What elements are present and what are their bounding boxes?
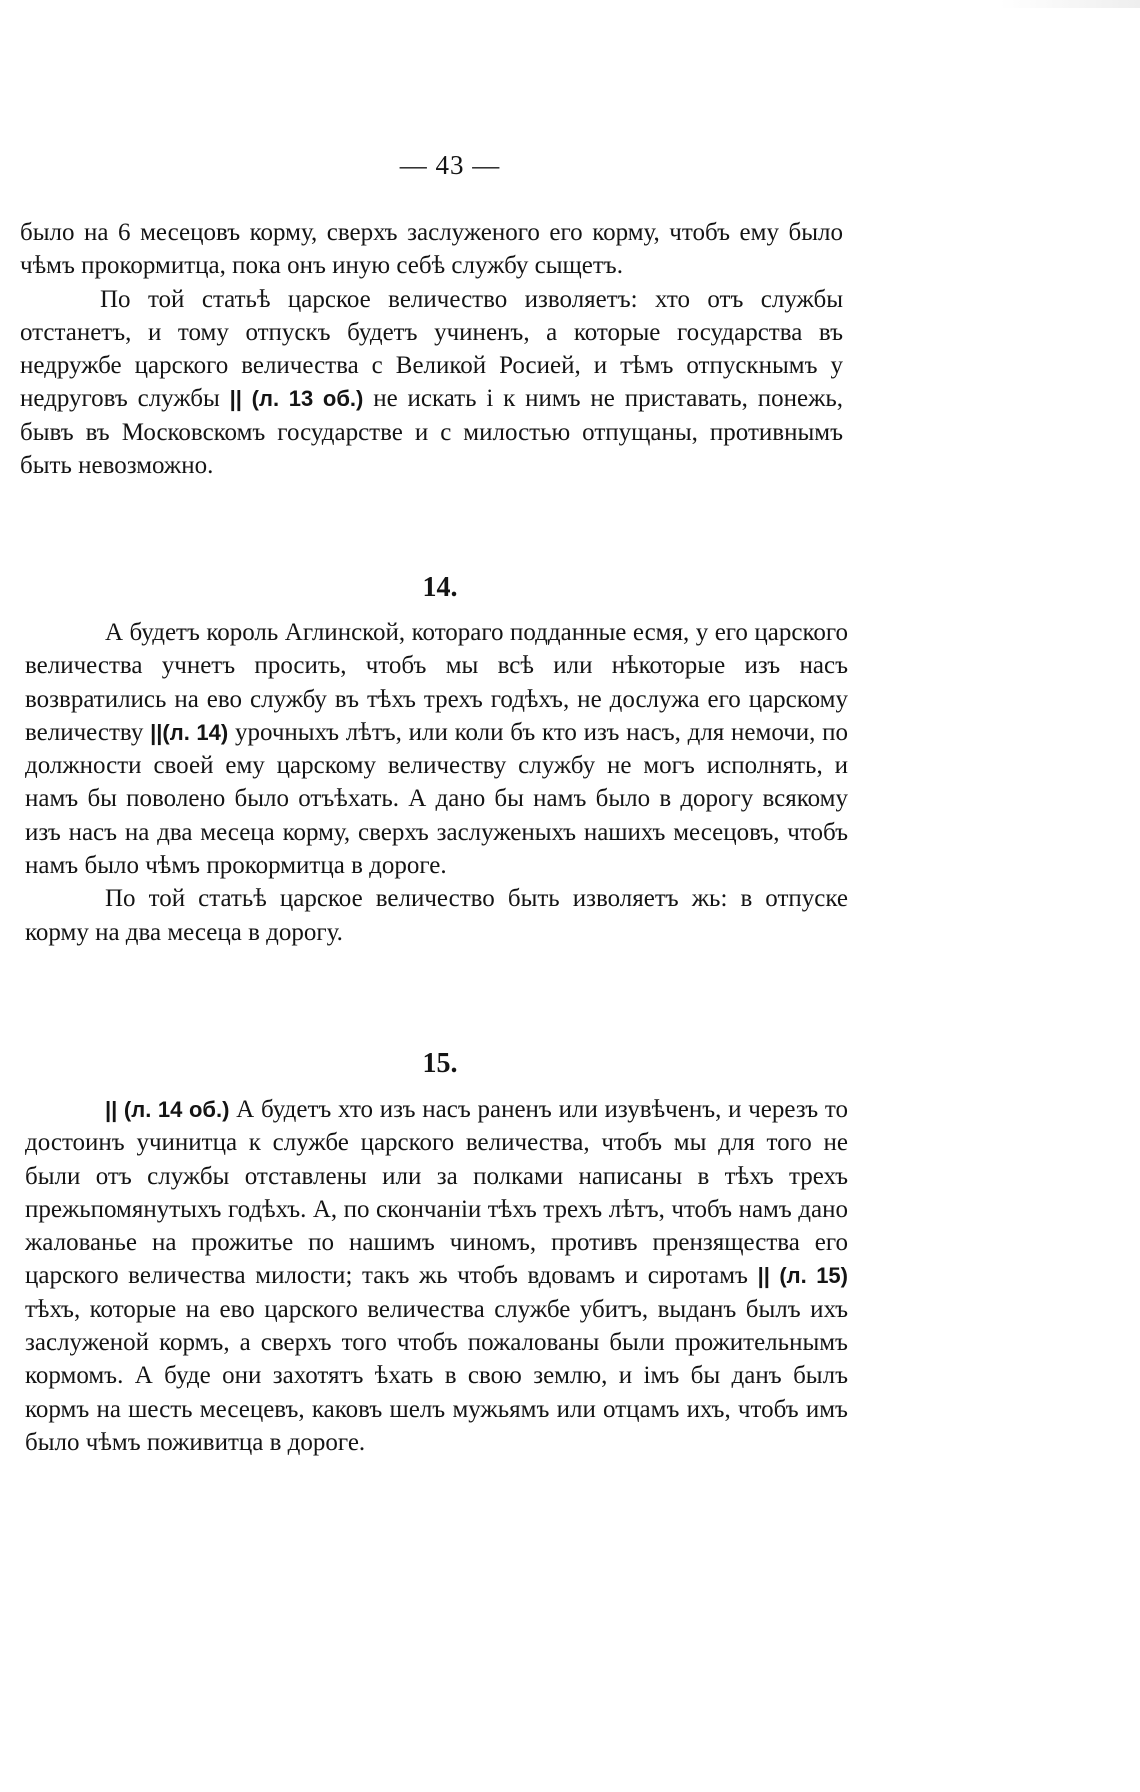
text-run: А будетъ король Аглинской, котораго подданные есмя, у его царского величества учнетъ просить, чтобъ мы всѣ или нѣкоторые изъ насъ возвратились на ево службу въ тѣхъ трехъ годѣхъ, не дослужа его царскому величеству	[25, 619, 848, 746]
text-run: тѣхъ, которые на ево царского величества службе убитъ, выданъ былъ ихъ заслуженой кормъ, а сверхъ того чтобъ пожалованы были прожительнымъ кормомъ. А буде они захотятъ ѣхать в свою землю, и імъ бы данъ былъ кормъ на шесть месецевъ, каковъ шелъ мужьямъ или отцамъ ихъ, чтобъ имъ было чѣмъ поживитца в дороге.	[25, 1295, 848, 1456]
paragraph-continuation: было на 6 месецовъ корму, сверхъ заслуженого его корму, чтобъ ему было чѣмъ прокормитца, пока онъ иную себѣ службу сыщетъ.	[20, 219, 843, 280]
text-run: По той статьѣ царское величество изволяетъ: хто отъ службы отстанетъ, и тому отпускъ будетъ учиненъ, а которые государства въ недружбе царского величества с Великой Росией, и тѣмъ отпускнымъ у недруговъ службы	[20, 285, 843, 413]
folio-reference: ||(л. 14)	[150, 719, 229, 745]
section-number-14: 14.	[422, 572, 458, 603]
text-run: урочныхъ лѣтъ, или коли бъ кто изъ насъ, для немочи, по должности своей ему царскому величеству службу не могъ исполнять, и намъ бы поволено было отъѣхать. А дано бы намъ было в дорогу всякому изъ насъ на два месеца корму, сверхъ заслуженыхъ нашихъ месецовъ, чтобъ намъ было чѣмъ прокормитца в дороге.	[25, 718, 849, 880]
scan-edge	[1000, 0, 1140, 8]
paragraph-tsar-reply-14: По той статьѣ царское величество быть изволяетъ жь: в отпуске корму на два месеца в дорогу.	[25, 885, 848, 946]
text-block-section-14	[25, 616, 848, 949]
text-run: А будетъ хто изъ насъ раненъ или изувѣченъ, и черезъ то достоинъ учинитца к службе царского величества, чтобъ мы для того не были отъ службы отставлены или за полками написаны в тѣхъ трехъ прежьпомянутыхъ годѣхъ. А, по скончанiи тѣхъ трехъ лѣтъ, чтобъ намъ дано жалованье на прожитье по нашимъ чиномъ, противъ прензящества его царского величества милости; такъ жь чтобъ вдовамъ и сиротамъ	[25, 1096, 849, 1290]
folio-reference: || (л. 14 об.)	[105, 1097, 230, 1122]
page-number: — 43 —	[399, 150, 501, 180]
folio-reference: || (л. 13 об.)	[229, 386, 364, 412]
text-block-section-15	[25, 1093, 848, 1459]
section-number-15: 15.	[422, 1048, 458, 1079]
paragraph-tsar-reply-13	[20, 283, 843, 483]
folio-reference: || (л. 15)	[757, 1263, 848, 1289]
text-run: не искать і к нимъ не приставать, понежь, бывъ въ Московскомъ государстве и с милостью отпущаны, противнымъ быть невозможно.	[20, 385, 844, 480]
paragraph-article-15	[25, 1093, 848, 1459]
text-block-continuation	[20, 216, 843, 482]
paragraph-article-14	[25, 616, 848, 882]
